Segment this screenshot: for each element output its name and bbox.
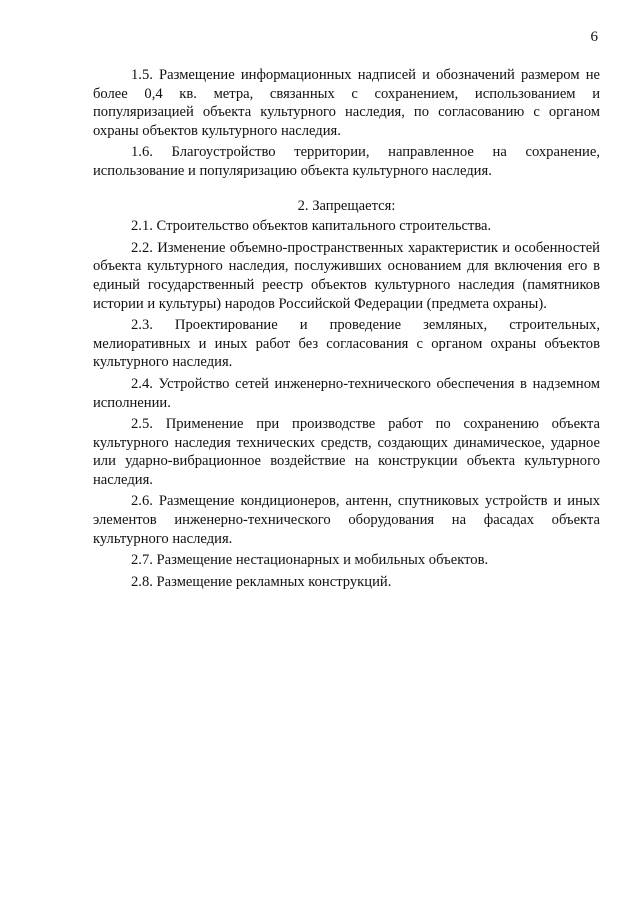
paragraph-2-1: 2.1. Строительство объектов капитального строительства. (131, 218, 492, 235)
paragraph-2-2: 2.2. Изменение объемно-пространственных характеристик и особенностей объекта культурного наследия, послуживших основанием для включения его в единый государственный реестр объектов культурного наследия (памятников истории и культуры) народов Российской Федерации (предмета охраны). (93, 239, 600, 312)
paragraph-2-5: 2.5. Применение при производстве работ по сохранению объекта культурного наследия технических средств, создающих динамическое, ударное или ударно-вибрационное воздействие на конструкции объекта культурного наследия. (93, 416, 600, 488)
paragraph-2-4: 2.4. Устройство сетей инженерно-технического обеспечения в надземном исполнении. (93, 375, 600, 411)
paragraph-2-3: 2.3. Проектирование и проведение земляных, строительных, мелиоративных и иных работ без согласования с органом охраны объектов культурного наследия. (93, 317, 600, 371)
paragraph-2-6: 2.6. Размещение кондиционеров, антенн, спутниковых устройств и иных элементов инженерно-технического оборудования на фасадах объекта культурного наследия. (93, 493, 600, 547)
paragraph-2-8: 2.8. Размещение рекламных конструкций. (131, 573, 392, 590)
section-2-heading: 2. Запрещается: (297, 197, 396, 214)
paragraph-1-5: 1.5. Размещение информационных надписей и обозначений размером не более 0,4 кв. метра, связанных с сохранением, использованием и популяризацией объекта культурного наследия, по согласованию с органом охраны объектов культурного наследия. (93, 67, 600, 139)
paragraph-2-7: 2.7. Размещение нестационарных и мобильных объектов. (131, 552, 489, 569)
page-number: 6 (590, 29, 598, 45)
paragraph-1-6: 1.6. Благоустройство территории, направленное на сохранение, использование и популяризацию объекта культурного наследия. (93, 144, 600, 179)
document-body (93, 66, 600, 594)
